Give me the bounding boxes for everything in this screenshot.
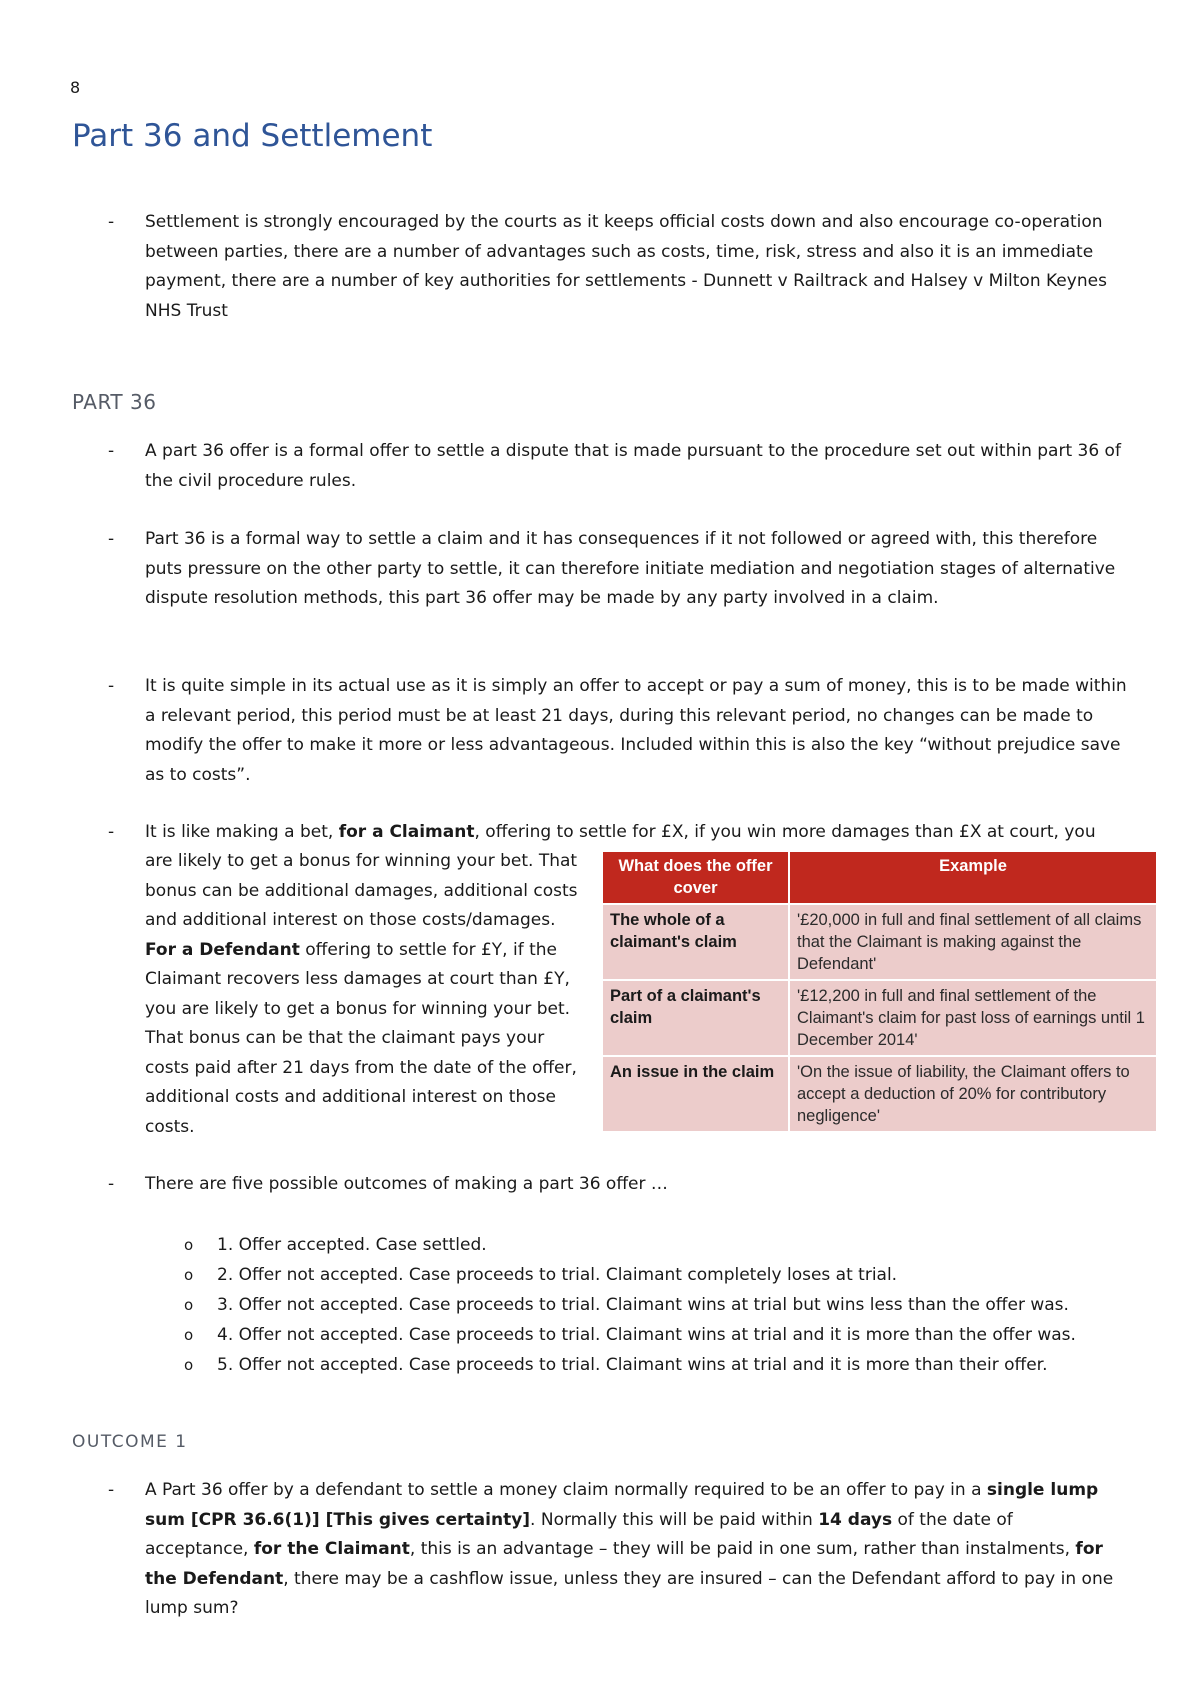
text-run: , offering to settle for £X, if you win more damages than £X at court, you bbox=[474, 822, 1096, 842]
part36-bullet-1: A part 36 offer is a formal offer to settle a dispute that is made pursuant to the procedure set out within part 36 of the civil procedure rules. bbox=[145, 441, 1121, 491]
table-cell-example: '£12,200 in full and final settlement of the Claimant's claim for past loss of earnings until 1 December 2014' bbox=[789, 980, 1157, 1056]
table-header-row bbox=[603, 852, 1157, 904]
table-cell-cover: An issue in the claim bbox=[603, 1056, 789, 1131]
bold-run: single lump sum [CPR 36.6(1)] [This gives certainty] bbox=[145, 1480, 1099, 1530]
part36-bullet-2: Part 36 is a formal way to settle a claim and it has consequences if it not followed or agreed with, this therefore puts pressure on the other party to settle, it can therefore initiate mediation and negotiation stages of alternative dispute resolution methods, this part 36 offer may be made by any party involved in a claim. bbox=[145, 529, 1116, 608]
table-header-cell: Example bbox=[789, 852, 1157, 904]
part36-bullet-3: It is quite simple in its actual use as it is simply an offer to accept or pay a sum of money, this is to be made within a relevant period, this period must be at least 21 days, during this relevant period, no changes can be made to modify the offer to make it more or less advantageous. Included within this is also the key “without prejudice save as to costs”. bbox=[145, 676, 1127, 785]
list-bullet: o bbox=[184, 1236, 194, 1254]
text-run: . Normally this will be paid within bbox=[530, 1509, 819, 1530]
list-bullet: o bbox=[184, 1266, 194, 1284]
text-run: , this is an advantage – they will be paid in one sum, rather than instalments, bbox=[409, 1539, 1076, 1559]
text-run: , there may be a cashflow issue, unless they are insured – can the Defendant afford to pay in one lump sum? bbox=[145, 1568, 1114, 1618]
dash-bullet: - bbox=[108, 676, 115, 696]
list-item: 4. Offer not accepted. Case proceeds to trial. Claimant wins at trial and it is more than the offer was. bbox=[217, 1325, 1076, 1345]
dash-bullet: - bbox=[108, 1480, 115, 1500]
bold-run: 14 days bbox=[818, 1509, 893, 1530]
list-item: 1. Offer accepted. Case settled. bbox=[217, 1235, 487, 1255]
table-row bbox=[603, 1056, 1157, 1131]
list-bullet: o bbox=[184, 1326, 194, 1344]
text-run: are likely to get a bonus for winning your bet. That bonus can be additional damages, additional costs and additional interest on those costs/damages. bbox=[145, 851, 578, 930]
dash-bullet: - bbox=[108, 529, 115, 549]
section-heading-outcome1: OUTCOME 1 bbox=[72, 1432, 188, 1452]
text-run: A Part 36 offer by a defendant to settle a money claim normally required to be an offer to pay in a bbox=[145, 1480, 987, 1500]
text-run: of the date of acceptance, bbox=[145, 1509, 1013, 1559]
table-row bbox=[603, 980, 1157, 1056]
dash-bullet: - bbox=[108, 441, 115, 461]
offer-cover-table bbox=[603, 852, 1158, 1131]
dash-bullet: - bbox=[108, 212, 115, 232]
bold-run: For a Defendant bbox=[145, 939, 300, 960]
part36-bullet-5: There are five possible outcomes of making a part 36 offer … bbox=[145, 1174, 668, 1194]
table-cell-cover: The whole of a claimant's claim bbox=[603, 904, 789, 980]
part36-bullet-4-body bbox=[145, 847, 590, 1142]
table-header-cell: What does the offer cover bbox=[603, 852, 789, 904]
page-title: Part 36 and Settlement bbox=[72, 118, 433, 154]
list-item: 2. Offer not accepted. Case proceeds to trial. Claimant completely loses at trial. bbox=[217, 1265, 898, 1285]
table-cell-cover: Part of a claimant's claim bbox=[603, 980, 789, 1056]
page-number: 8 bbox=[70, 78, 81, 97]
table-cell-example: '£20,000 in full and final settlement of all claims that the Claimant is making against the Defendant' bbox=[789, 904, 1157, 980]
intro-paragraph: Settlement is strongly encouraged by the courts as it keeps official costs down and also encourage co-operation between parties, there are a number of advantages such as costs, time, risk, stress and also it is an immediate payment, there are a number of key authorities for settlements - Dunnett v Railtrack and Halsey v Milton Keynes NHS Trust bbox=[145, 212, 1107, 321]
bold-run: for the Defendant bbox=[145, 1539, 1103, 1589]
bold-run: for the Claimant bbox=[253, 1539, 410, 1559]
dash-bullet: - bbox=[108, 1174, 115, 1194]
list-bullet: o bbox=[184, 1296, 194, 1314]
list-item: 3. Offer not accepted. Case proceeds to trial. Claimant wins at trial but wins less than the offer was. bbox=[217, 1295, 1069, 1315]
list-bullet: o bbox=[184, 1356, 194, 1374]
dash-bullet: - bbox=[108, 822, 115, 842]
text-run: It is like making a bet, bbox=[145, 822, 339, 842]
part36-bullet-4-line1 bbox=[145, 818, 1155, 848]
table-row bbox=[603, 904, 1157, 980]
text-run: offering to settle for £Y, if the Claimant recovers less damages at court than £Y, you are likely to get a bonus for winning your bet. That bonus can be that the claimant pays your costs paid after 21 days from the date of the offer, additional costs and additional interest on those costs. bbox=[145, 939, 577, 1137]
list-item: 5. Offer not accepted. Case proceeds to trial. Claimant wins at trial and it is more than their offer. bbox=[217, 1355, 1048, 1375]
outcome1-paragraph bbox=[145, 1476, 1120, 1624]
bold-run: for a Claimant bbox=[338, 822, 475, 842]
table-cell-example: 'On the issue of liability, the Claimant offers to accept a deduction of 20% for contributory negligence' bbox=[789, 1056, 1157, 1131]
section-heading-part36: PART 36 bbox=[72, 390, 157, 414]
